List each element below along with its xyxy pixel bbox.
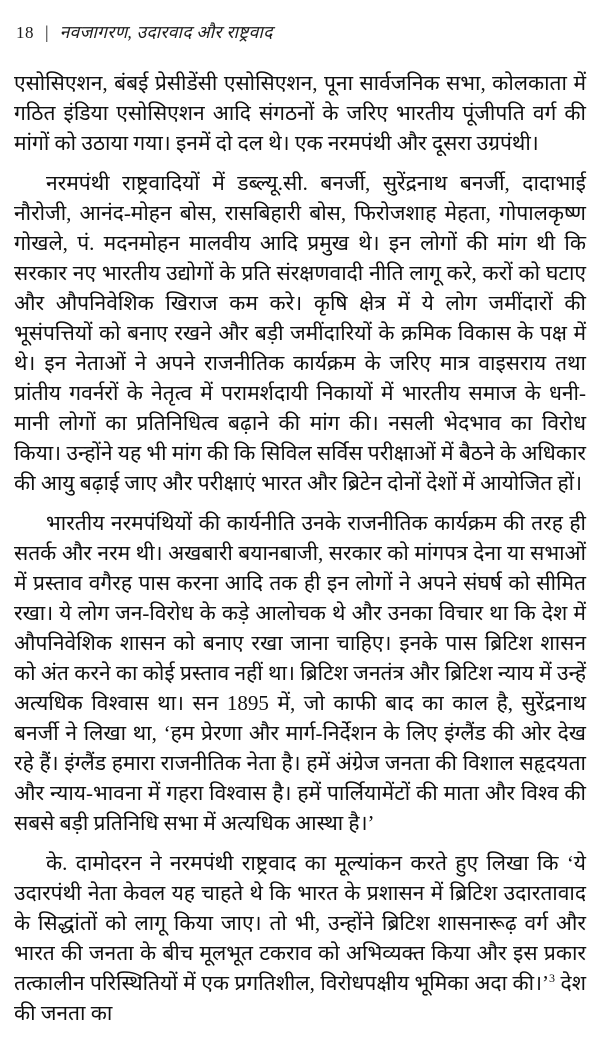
running-header [16, 20, 586, 46]
paragraph-4-continuation: देश की जनता का [14, 971, 586, 1025]
paragraph-4-text: के. दामोदरन ने नरमपंथी राष्ट्रवाद का मूल्यांकन करते हुए लिखा कि ‘ये उदारपंथी नेता केवल यह चाहते थे कि भारत के प्रशासन में ब्रिटिश उदारतावाद के सिद्धांतों को लागू किया जाए। तो भी, उन्होंने ब्रिटिश शासनारूढ़ वर्ग और भारत की जनता के बीच मूलभूत टकराव को अभिव्यक्त किया और इस प्रकार तत्कालीन परिस्थितियों में एक प्रगतिशील, विरोधपक्षीय भूमिका अदा की।’ [14, 851, 586, 995]
page-number: 18 [16, 23, 34, 42]
header-separator: | [45, 22, 49, 42]
paragraph-1: एसोसिएशन, बंबई प्रेसीडेंसी एसोसिएशन, पूना सार्वजनिक सभा, कोलकाता में गठित इंडिया एसोसिएशन आदि संगठनों के जरिए भारतीय पूंजीपति वर्ग की मांगों को उठाया गया। इनमें दो दल थे। एक नरमपंथी और दूसरा उग्रपंथी। [14, 71, 586, 155]
page-body [14, 68, 586, 1028]
paragraph-3: भारतीय नरमपंथियों की कार्यनीति उनके राजनीतिक कार्यक्रम की तरह ही सतर्क और नरम थी। अखबारी बयानबाजी, सरकार को मांगपत्र देना या सभाओं में प्रस्ताव वगैरह पास करना आदि तक ही इन लोगों ने अपने संघर्ष को सीमित रखा। ये लोग जन-विरोध के कड़े आलोचक थे और उनका विचार था कि देश में औपनिवेशिक शासन को बनाए रखा जाना चाहिए। इनके पास ब्रिटिश शासन को अंत करने का कोई प्रस्ताव नहीं था। ब्रिटिश जनतंत्र और ब्रिटिश न्याय में उन्हें अत्यधिक विश्वास था। सन 1895 में, जो काफी बाद का काल है, सुरेंद्रनाथ बनर्जी ने लिखा था, ‘हम प्रेरणा और मार्ग-निर्देशन के लिए इंग्लैंड की ओर देख रहे हैं। इंग्लैंड हमारा राजनीतिक नेता है। हमें अंग्रेज जनता की विशाल सहृदयता और न्याय-भावना में गहरा विश्वास है। हमें पार्लियामेंटों की माता और विश्व की सबसे बड़ी प्रतिनिधि सभा में अत्यधिक आस्था है।’ [14, 511, 586, 835]
paragraph-2: नरमपंथी राष्ट्रवादियों में डब्ल्यू.सी. बनर्जी, सुरेंद्रनाथ बनर्जी, दादाभाई नौरोजी, आनंद-मोहन बोस, रासबिहारी बोस, फिरोजशाह मेहता, गोपालकृष्ण गोखले, पं. मदनमोहन मालवीय आदि प्रमुख थे। इन लोगों की मांग थी कि सरकार नए भारतीय उद्योगों के प्रति संरक्षणवादी नीति लागू करे, करों को घटाए और औपनिवेशिक खिराज कम करे। कृषि क्षेत्र में ये लोग जमींदारों की भूसंपत्तियों को बनाए रखने और बड़ी जमींदारियों के क्रमिक विकास के पक्ष में थे। इन नेताओं ने अपने राजनीतिक कार्यक्रम के जरिए मात्र वाइसराय तथा प्रांतीय गवर्नरों के नेतृत्व में परामर्शदायी निकायों में भारतीय समाज के धनी-मानी लोगों का प्रतिनिधित्व बढ़ाने की मांग की। नसली भेदभाव का विरोध किया। उन्होंने यह भी मांग की कि सिविल सर्विस परीक्षाओं में बैठने के अधिकार की आयु बढ़ाई जाए और परीक्षाएं भारत और ब्रिटेन दोनों देशों में आयोजित हों। [14, 171, 586, 495]
paragraph-4 [14, 848, 586, 1028]
footnote-marker: 3 [549, 971, 556, 985]
running-title: नवजागरण, उदारवाद और राष्ट्रवाद [59, 22, 273, 42]
